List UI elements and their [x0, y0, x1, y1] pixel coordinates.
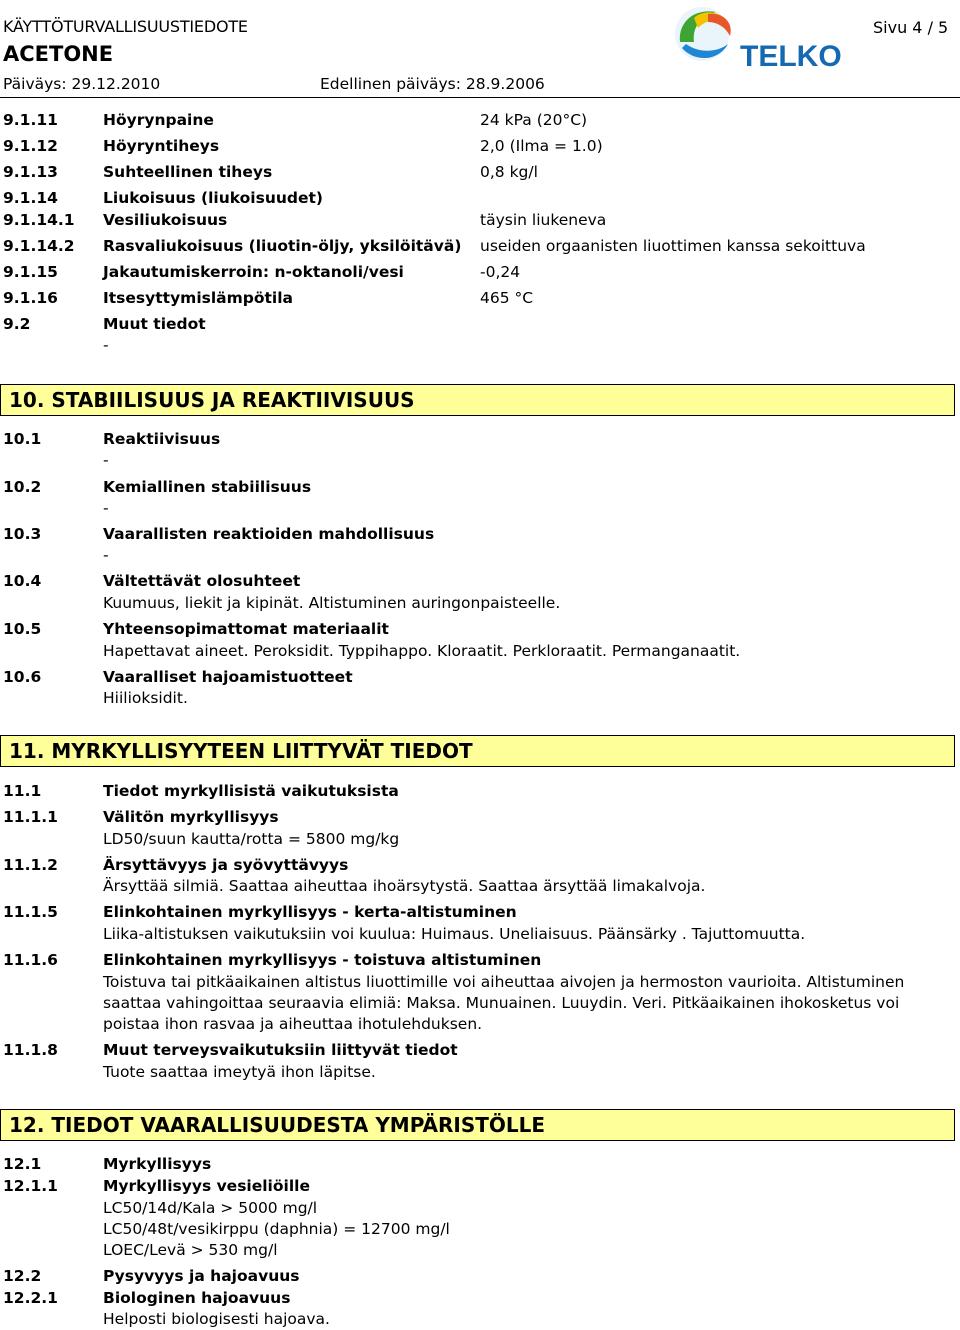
- item-text: Liika-altistuksen vaikutuksiin voi kuulua: Huimaus. Uneliaisuus. Päänsärky . Tajuttomuutta.: [103, 925, 806, 943]
- header-divider: [0, 97, 960, 98]
- item-label: Yhteensopimattomat materiaalit: [103, 620, 389, 638]
- page-header: [0, 0, 960, 100]
- item-label: Kemiallinen stabiilisuus: [103, 478, 312, 496]
- item-value: 24 kPa (20°C): [480, 111, 588, 129]
- issue-date: Päiväys: 29.12.2010: [3, 75, 161, 93]
- property-row: [0, 162, 960, 183]
- item-label: Jakautumiskerroin: n-oktanoli/vesi: [103, 263, 404, 281]
- item-row: [0, 950, 960, 971]
- item-label: Itsesyttymislämpötila: [103, 289, 294, 307]
- item-row: [0, 477, 960, 498]
- property-row: [0, 314, 960, 335]
- item-number: 11.1.2: [3, 856, 58, 874]
- item-label: Liukoisuus (liukoisuudet): [103, 189, 323, 207]
- item-row: [0, 1266, 960, 1287]
- item-label: Myrkyllisyys vesieliöille: [103, 1177, 310, 1195]
- item-text: LD50/suun kautta/rotta = 5800 mg/kg: [103, 830, 400, 848]
- item-text: Kuumuus, liekit ja kipinät. Altistuminen auringonpaisteelle.: [103, 594, 561, 612]
- page-number: Sivu 4 / 5: [873, 18, 949, 37]
- item-number: 9.1.15: [3, 263, 58, 281]
- item-label: Vaarallisten reaktioiden mahdollisuus: [103, 525, 435, 543]
- item-text: Hapettavat aineet. Peroksidit. Typpihappo. Kloraatit. Perkloraatit. Permanganaatit.: [103, 642, 741, 660]
- item-label: Muut tiedot: [103, 315, 206, 333]
- item-value: täysin liukeneva: [480, 211, 607, 229]
- property-row: [0, 188, 960, 209]
- item-number: 10.2: [3, 478, 42, 496]
- item-number: 10.4: [3, 572, 42, 590]
- item-row: [0, 667, 960, 688]
- item-number: 12.2: [3, 1267, 42, 1285]
- item-number: 9.1.11: [3, 111, 58, 129]
- item-row: [0, 619, 960, 640]
- item-text: -: [103, 546, 109, 564]
- telko-logo: [672, 4, 842, 72]
- item-number: 9.2: [3, 315, 31, 333]
- item-number: 9.1.13: [3, 163, 58, 181]
- item-label: Elinkohtainen myrkyllisyys - toistuva altistuminen: [103, 951, 542, 969]
- item-number: 11.1.6: [3, 951, 58, 969]
- item-label: Vaaralliset hajoamistuotteet: [103, 668, 353, 686]
- item-number: 11.1.8: [3, 1041, 58, 1059]
- section-10-heading: 10. STABIILISUUS JA REAKTIIVISUUS: [0, 384, 955, 416]
- item-row: [0, 571, 960, 592]
- item-row: [0, 781, 960, 802]
- item-row: [0, 807, 960, 828]
- item-number: 10.6: [3, 668, 42, 686]
- item-label: Pysyvyys ja hajoavuus: [103, 1267, 300, 1285]
- item-text: Tuote saattaa imeytyä ihon läpitse.: [103, 1063, 376, 1081]
- item-number: 9.1.14.2: [3, 237, 75, 255]
- item-row: [0, 855, 960, 876]
- item-label: Elinkohtainen myrkyllisyys - kerta-altistuminen: [103, 903, 517, 921]
- item-value: useiden orgaanisten liuottimen kanssa sekoittuva: [480, 237, 866, 255]
- item-label: Rasvaliukoisuus (liuotin-öljy, yksilöitävä): [103, 237, 462, 255]
- item-number: 11.1.5: [3, 903, 58, 921]
- property-row: [0, 262, 960, 283]
- item-number: 11.1.1: [3, 808, 58, 826]
- item-label: Biologinen hajoavuus: [103, 1289, 291, 1307]
- item-text: Hiilioksidit.: [103, 689, 188, 707]
- item-number: 11.1: [3, 782, 42, 800]
- item-row: [0, 429, 960, 450]
- item-number: 12.1: [3, 1155, 42, 1173]
- item-number: 9.1.14.1: [3, 211, 75, 229]
- item-text: LC50/14d/Kala > 5000 mg/l: [103, 1199, 318, 1217]
- property-row: [0, 288, 960, 309]
- item-text: -: [103, 451, 109, 469]
- item-label: Höyryntiheys: [103, 137, 220, 155]
- item-label: Muut terveysvaikutuksiin liittyvät tiedot: [103, 1041, 458, 1059]
- previous-date: Edellinen päiväys: 28.9.2006: [320, 75, 545, 93]
- property-row: [0, 136, 960, 157]
- item-row: [0, 1154, 960, 1175]
- item-number: 12.1.1: [3, 1177, 58, 1195]
- item-text: LOEC/Levä > 530 mg/l: [103, 1241, 278, 1259]
- item-value: -0,24: [480, 263, 521, 281]
- item-text: -: [103, 499, 109, 517]
- document-type: KÄYTTÖTURVALLISUUSTIEDOTE: [3, 17, 248, 36]
- item-label: Ärsyttävyys ja syövyttävyys: [103, 856, 349, 874]
- item-text: Helposti biologisesti hajoava.: [103, 1310, 330, 1328]
- property-row: [0, 236, 960, 257]
- item-number: 10.1: [3, 430, 42, 448]
- item-value: 2,0 (Ilma = 1.0): [480, 137, 603, 155]
- item-number: 9.1.12: [3, 137, 58, 155]
- item-value: 0,8 kg/l: [480, 163, 538, 181]
- item-label: Myrkyllisyys: [103, 1155, 212, 1173]
- logo-text: TELKO: [740, 40, 842, 72]
- item-label: Reaktiivisuus: [103, 430, 221, 448]
- property-row: [0, 210, 960, 231]
- property-row: [0, 110, 960, 131]
- item-row: [0, 902, 960, 923]
- item-label: Vältettävät olosuhteet: [103, 572, 301, 590]
- product-name: ACETONE: [3, 42, 114, 66]
- item-row: [0, 524, 960, 545]
- item-text: LC50/48t/vesikirppu (daphnia) = 12700 mg/l: [103, 1220, 450, 1238]
- item-number: 9.1.14: [3, 189, 58, 207]
- item-number: 10.3: [3, 525, 42, 543]
- item-label: Suhteellinen tiheys: [103, 163, 273, 181]
- item-label: Välitön myrkyllisyys: [103, 808, 279, 826]
- item-label: Tiedot myrkyllisistä vaikutuksista: [103, 782, 399, 800]
- item-row: [0, 1288, 960, 1309]
- section-12-heading: 12. TIEDOT VAARALLISUUDESTA YMPÄRISTÖLLE: [0, 1109, 955, 1141]
- item-number: 9.1.16: [3, 289, 58, 307]
- item-label: Vesiliukoisuus: [103, 211, 228, 229]
- item-text: Ärsyttää silmiä. Saattaa aiheuttaa ihoärsytystä. Saattaa ärsyttää limakalvoja.: [103, 877, 706, 895]
- item-text: Toistuva tai pitkäaikainen altistus liuottimille voi aiheuttaa aivojen ja hermoston vaurioita. Altistuminen saattaa vahingoittaa seuraavia elimiä: Maksa. Munuainen. Luuydin. Veri. Pitkäaikainen ihokosketus voi poistaa ihon rasvaa ja aiheuttaa ihotulehduksen.: [103, 973, 905, 1033]
- item-label: Höyrynpaine: [103, 111, 214, 129]
- section-11-heading: 11. MYRKYLLISYYTEEN LIITTYVÄT TIEDOT: [0, 735, 955, 767]
- item-row: [0, 1176, 960, 1197]
- item-number: 10.5: [3, 620, 42, 638]
- item-value: 465 °C: [480, 289, 534, 307]
- item-number: 12.2.1: [3, 1289, 58, 1307]
- item-row: [0, 1040, 960, 1061]
- item-text: -: [103, 336, 109, 354]
